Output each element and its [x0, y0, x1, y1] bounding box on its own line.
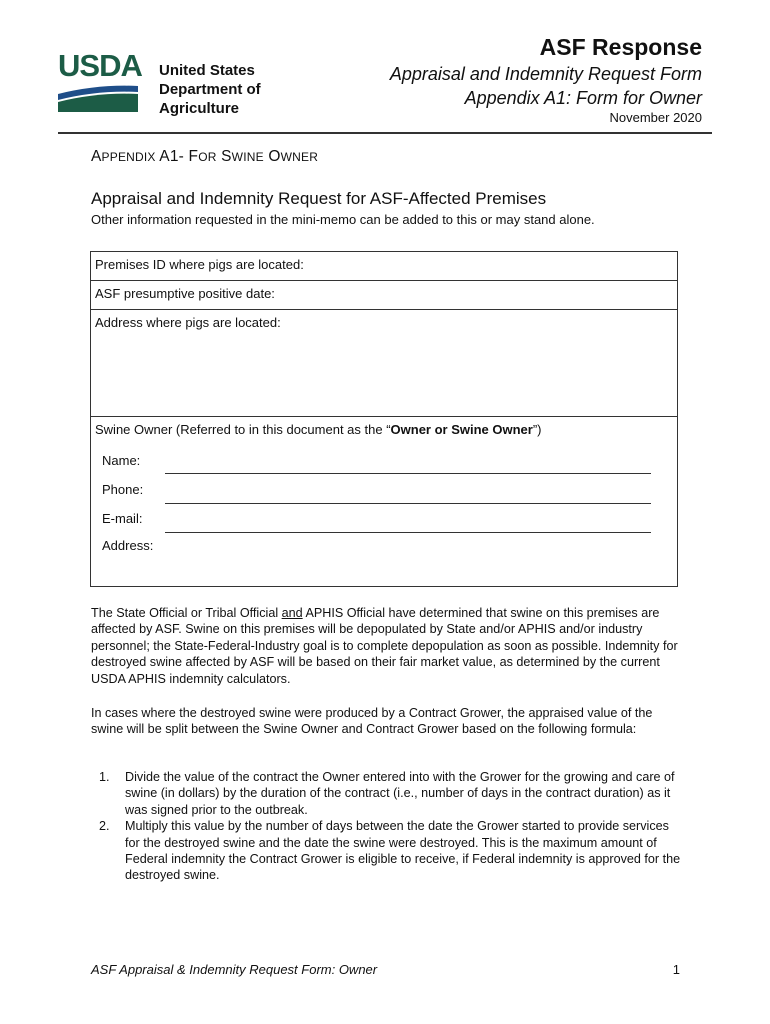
contract-grower-paragraph: In cases where the destroyed swine were produced by a Contract Grower, the appraised value of the swine will be split between the Swine Owner and Contract Grower based on the following formula:: [91, 706, 653, 737]
owner-email-label: E-mail:: [102, 511, 143, 526]
appendix-heading-part: A1-: [155, 148, 189, 165]
agency-line-1: United States: [159, 62, 255, 79]
request-subtitle: Other information requested in the mini-memo can be added to this or may stand alone.: [91, 212, 595, 227]
appendix-heading-part: A: [91, 148, 102, 165]
premises-id-field[interactable]: [91, 252, 677, 281]
usda-logo-field-icon: [58, 82, 138, 112]
premises-address-field[interactable]: [91, 310, 677, 417]
premises-form: [90, 251, 678, 587]
owner-phone-input[interactable]: [165, 503, 651, 504]
asf-date-field[interactable]: [91, 281, 677, 310]
swine-owner-section: [91, 417, 677, 588]
footer-title: ASF Appraisal & Indemnity Request Form: Owner: [91, 962, 378, 977]
agency-name: [159, 61, 261, 118]
owner-label-bold: Owner or Swine Owner: [390, 422, 533, 437]
determination-paragraph: [91, 605, 681, 687]
appendix-heading: [91, 148, 318, 166]
list-item-text: Divide the value of the contract the Owner entered into with the Grower for the growing and care of swine (in dollars) by the duration of the contract (i.e., number of days in the contract duration) as it was signed prior to the outbreak.: [125, 770, 675, 817]
paragraph-underlined-and: and: [281, 606, 303, 620]
appendix-heading-part: WINE: [231, 150, 264, 164]
usda-logo: [58, 50, 140, 114]
request-title: Appraisal and Indemnity Request for ASF-Affected Premises: [91, 189, 547, 208]
list-item: [91, 818, 681, 884]
owner-label-suffix: ”): [532, 422, 542, 437]
paragraph-text: APHIS Official have determined that swine on this premises are affected by ASF. Swine on this premises will be depopulated by State and/or APHIS and/or industry personnel; the State-Federal-Industry goal is to complete depopulation as soon as possible. Indemnity for destroyed swine affected by ASF will be based on their fair market value, as determined by the current USDA APHIS indemnity calculators.: [91, 606, 678, 686]
owner-name-label: Name:: [102, 453, 141, 468]
header-subtitle-2: Appendix A1: Form for Owner: [464, 88, 702, 108]
header-subtitle-1: Appraisal and Indemnity Request Form: [389, 64, 702, 84]
appendix-heading-part: S: [221, 148, 232, 165]
asf-date-label: ASF presumptive positive date:: [95, 286, 275, 301]
owner-address-label: Address:: [102, 538, 154, 553]
list-item: [91, 769, 681, 818]
agency-line-3: Agriculture: [159, 100, 240, 117]
appendix-heading-part: O: [268, 148, 281, 165]
list-item-number: 2.: [99, 819, 110, 834]
formula-list: [91, 769, 681, 884]
owner-email-input[interactable]: [165, 532, 651, 533]
usda-logo-text: USDA: [58, 48, 142, 83]
appendix-heading-part: OR: [198, 150, 217, 164]
header-divider: [58, 132, 712, 134]
premises-id-label: Premises ID where pigs are located:: [95, 257, 304, 272]
appendix-heading-part: F: [188, 148, 199, 165]
agency-line-2: Department of: [159, 81, 261, 98]
list-item-text: Multiply this value by the number of days between the date the Grower started to provide services for the destroyed swine and the date the swine were destroyed. This is the maximum amount of Federal indemnity the Contract Grower is eligible to receive, if Federal indemnity is approved for the destroyed swine.: [125, 819, 681, 883]
owner-phone-label: Phone:: [102, 482, 144, 497]
paragraph-text: The State Official or Tribal Official: [91, 606, 282, 620]
premises-address-label: Address where pigs are located:: [95, 315, 281, 330]
owner-section-label: [95, 422, 542, 437]
header-title: ASF Response: [539, 34, 702, 60]
page-number: 1: [672, 962, 680, 977]
owner-name-input[interactable]: [165, 473, 651, 474]
appendix-heading-part: WNER: [280, 150, 319, 164]
header-date: November 2020: [609, 110, 702, 125]
list-item-number: 1.: [99, 770, 110, 784]
appendix-heading-part: PPENDIX: [101, 150, 156, 164]
owner-label-prefix: Swine Owner (Referred to in this document as the “: [95, 422, 391, 437]
